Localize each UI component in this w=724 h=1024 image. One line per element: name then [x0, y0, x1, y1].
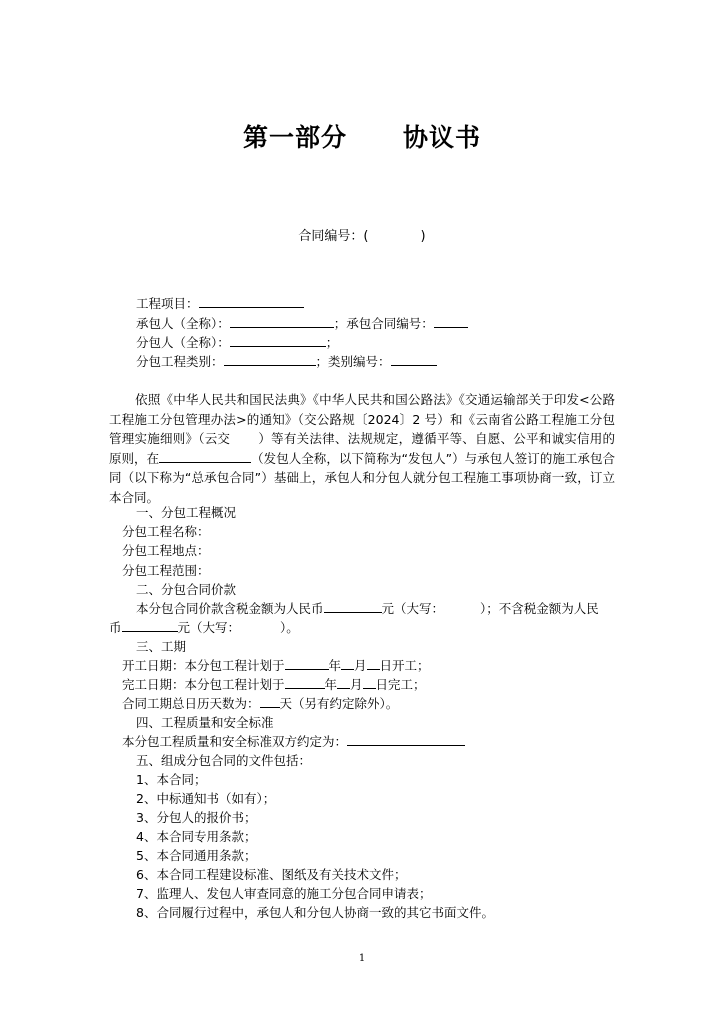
field-subcontractor: 分包人（全称）： ；: [136, 335, 339, 350]
section-1-item: 分包工程地点：: [122, 543, 210, 558]
start-date-line: 开工日期：本分包工程计划于 年 月 日开工；: [122, 658, 430, 673]
price-line-2: 币 元（大写： ）。: [109, 620, 299, 635]
doc-item: 7、监理人、发包人审查同意的施工分包合同申请表；: [136, 886, 432, 901]
total-days-line: 合同工期总日历天数为： 天（另有约定除外）。: [122, 696, 399, 711]
page-title: [0, 118, 724, 154]
doc-item: 4、本合同专用条款；: [136, 829, 257, 844]
doc-item: 1、本合同；: [136, 772, 207, 787]
section-5-heading: 五、组成分包合同的文件包括：: [136, 753, 312, 768]
field-category: 分包工程类别： ；类别编号：: [136, 352, 437, 371]
quality-line: 本分包工程质量和安全标准双方约定为：: [122, 732, 465, 751]
section-4-heading: 四、工程质量和安全标准: [136, 715, 274, 730]
doc-item: 6、本合同工程建设标准、图纸及有关技术文件；: [136, 867, 407, 882]
title-name: 协议书: [403, 123, 482, 152]
title-part: 第一部分: [242, 123, 347, 152]
doc-item: 8、合同履行过程中，承包人和分包人协商一致的其它书面文件。: [136, 905, 494, 920]
page-number: 1: [358, 953, 366, 964]
doc-item: 3、分包人的报价书；: [136, 810, 257, 825]
finish-date-line: 完工日期：本分包工程计划于 年 月 日完工；: [122, 677, 426, 692]
price-line-1: 本分包合同价款含税金额为人民币 元（大写： ）；不含税金额为人民: [136, 601, 599, 616]
field-contractor: 承包人（全称）： ；承包合同编号：: [136, 314, 468, 333]
section-1-heading: 一、分包工程概况: [136, 505, 237, 520]
preamble-paragraph: 依照《中华人民共和国民法典》《中华人民共和国公路法》《交通运输部关于印发<公路工程施工分包管理办法>的通知》（交公路规〔2024〕2 号）和《云南省公路工程施工分包管理实施细则》（云交 ）等有关法律、法规规定，遵循平等、自愿、公平和诚实信用的原则，在 （发包人全称，以下简称为“发包人”）与承包人签订的施工承包合同（以下称为“总承包合同”）基础上，承包人和分包人就分包工程施工事项协商一致，订立本合同。: [109, 392, 615, 505]
section-3-heading: 三、工期: [136, 639, 187, 654]
section-2-heading: 二、分包合同价款: [136, 582, 237, 597]
section-1-item: 分包工程范围：: [122, 563, 210, 578]
field-project: 工程项目：: [136, 294, 304, 313]
section-1-item: 分包工程名称：: [122, 524, 210, 539]
doc-item: 5、本合同通用条款；: [136, 848, 257, 863]
contract-number: 合同编号：( ): [298, 229, 426, 244]
doc-item: 2、中标通知书（如有）；: [136, 791, 276, 806]
